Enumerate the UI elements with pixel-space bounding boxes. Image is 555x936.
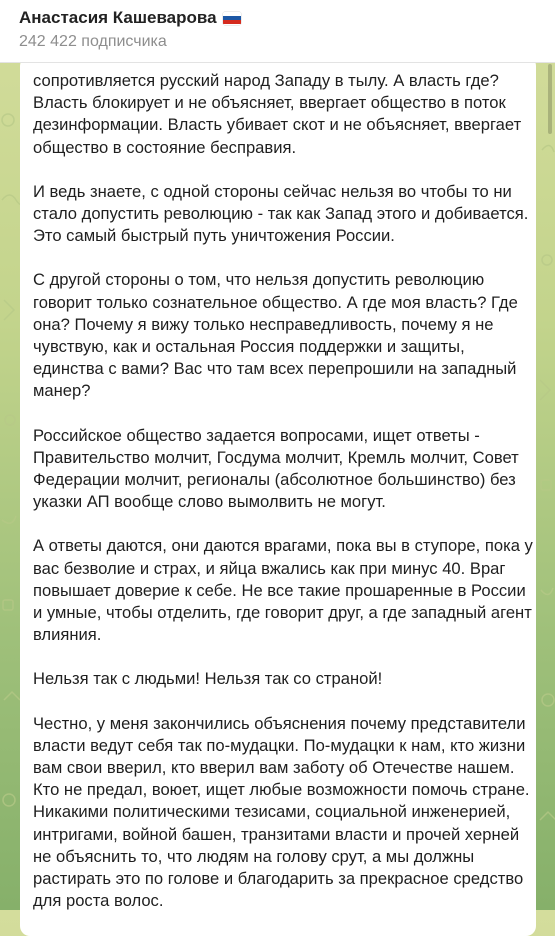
post-text — [33, 70, 533, 935]
post-paragraph: А ответы даются, они даются врагами, пока вы в ступоре, пока у вас безволие и страх, и яйца вжались как при минус 40. Враг повышает доверие к себе. Не все такие прошаренные в России и умные, чтобы отделить, где говорит друг, а где западный агент влияния. — [33, 536, 533, 645]
flag-stripe-red — [223, 20, 241, 24]
channel-title[interactable] — [19, 8, 241, 28]
post-paragraph: Честно, у меня закончились объяснения почему представители власти ведут себя так по-мудацки. По-мудацки к нам, кто жизни вам свои вверил, кто вверил вам заботу об Отечестве нашем. Кто не предал, воюет, ищет любые возможности помочь стране. Никакими политическими тезисами, социальной инженерией, интригами, войной башен, транзитами власти и прочей херней не объяснить то, что людям на голову срут, а мы должны растирать это по голове и благодарить за прекрасное средство для роста волос. — [33, 713, 530, 911]
subscriber-count: 242 422 подписчика — [19, 33, 167, 50]
russian-flag-icon — [223, 12, 241, 25]
post-paragraph: И ведь знаете, с одной стороны сейчас нельзя во чтобы то ни стало допустить революцию - так как Запад этого и добивается. Это самый быстрый путь уничтожения России. — [33, 181, 529, 246]
scrollbar-thumb[interactable] — [548, 64, 552, 134]
channel-name: Анастасия Кашеварова — [19, 8, 217, 27]
channel-header[interactable] — [0, 0, 555, 63]
post-paragraph: С другой стороны о том, что нельзя допустить революцию говорит только сознательное общество. А где моя власть? Где она? Почему я вижу только несправедливость, почему я не чувствую, как и остальная Россия поддержки и защиты, единства с вами? Вас что там всех перепрошили на западный манер? — [33, 270, 518, 401]
post-paragraph: сопротивляется русский народ Западу в тылу. А власть где? Власть блокирует и не объясняет, ввергает общество в поток дезинформации. Власть убивает скот и не объясняет, ввергает общество в состояние бесправия. — [33, 71, 522, 157]
post-paragraph: Нельзя так с людьми! Нельзя так со страной! — [33, 669, 383, 689]
post-paragraph: Российское общество задается вопросами, ищет ответы - Правительство молчит, Госдума молчит, Кремль молчит, Совет Федерации молчит, регионалы (абсолютное большинство) без указки АП вообще слово вымолвить не могут. — [33, 425, 519, 512]
